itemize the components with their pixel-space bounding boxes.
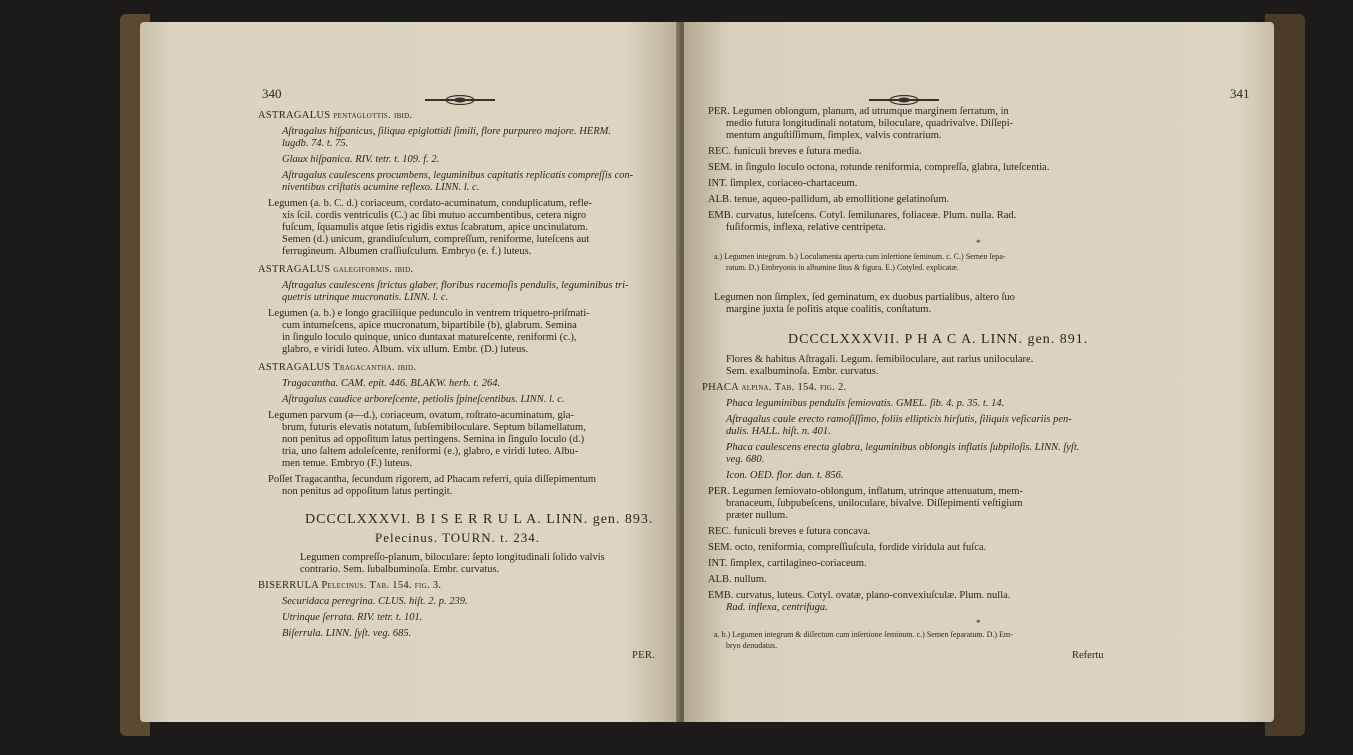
left-line: contrario. Sem. ſubalbuminoſa. Embr. curvatus. — [300, 564, 500, 575]
left-line: ASTRAGALUS pentaglottis. ibid. — [258, 110, 413, 121]
left-line: men tenue. Embryo (F.) luteus. — [282, 458, 413, 469]
right-line: REC. funiculi breves e ſutura media. — [708, 146, 862, 157]
right-line: INT. ſimplex, cartilagineo-coriaceum. — [708, 558, 867, 569]
right-line: margine juxta ſe poſitis atque coalitis, conſtatum. — [726, 304, 932, 315]
left-line: quetris utrinque mucronatis. LINN. l. c. — [282, 292, 449, 303]
right-line: Phaca caulescens erecta glabra, leguminibus oblongis inflatis ſubpiloſis. LINN. ſyſt. — [726, 442, 1080, 453]
right-line: Flores & habitus Aſtragali. Legum. ſemibiloculare, aut rarius uniloculare. — [726, 354, 1034, 365]
right-line: mentum anguſtiſſimum, ſimplex, valvis contrarium. — [726, 130, 942, 141]
right-line: PHACA alpina. Tab. 154. fig. 2. — [702, 382, 847, 393]
right-line: branaceum, ſubpubeſcens, uniloculare, bivalve. Diſſepimenti veſtigium — [726, 498, 1023, 509]
left-line: xis ſcil. cordis ventriculis (C.) ac ſibi mutuo accumbentibus, cetera nigro — [282, 210, 587, 221]
right-line: fuſiformis, inflexa, relative centripeta. — [726, 222, 886, 233]
left-page — [140, 22, 680, 722]
left-line: Semen (d.) unicum, grandiuſculum, compreſſum, reniforme, luteſcens aut — [282, 234, 590, 245]
right-line: Refertu — [1072, 650, 1104, 661]
genus-heading-biserrula: DCCCLXXXVI. B I S E R R U L A. LINN. gen. 893. — [305, 512, 654, 527]
right-line: Aſtragalus caule erecto ramoſiſſimo, foliis ellipticis hirſutis, ſiliquis veſicariis pen- — [726, 414, 1072, 425]
left-line: BISERRULA Pelecinus. Tab. 154. fig. 3. — [258, 580, 442, 591]
left-line: Securidaca peregrina. CLUS. hiſt. 2. p. 239. — [282, 596, 468, 607]
right-line: ALB. tenue, aqueo-pallidum, ab emollitione gelatinoſum. — [708, 194, 950, 205]
right-line: præter nullum. — [726, 510, 788, 521]
left-line: glabro, e viridi luteo. Album. vix ullum. Embr. (D.) luteus. — [282, 344, 529, 355]
right-line: EMB. curvatus, luteſcens. Cotyl. ſemilunares, foliaceæ. Plum. nulla. Rad. — [708, 210, 1017, 221]
right-line: dulis. HALL. hiſt. n. 401. — [726, 426, 831, 437]
left-line: in ſingulo loculo quinque, unico duntaxat matureſcente, reniformi (c.), — [282, 332, 577, 343]
right-line: ALB. nullum. — [708, 574, 767, 585]
right-line: Rad. inflexa, centrifuga. — [726, 602, 828, 613]
left-line: non penitus ad oppoſitum latus pertingit. — [282, 486, 453, 497]
right-page — [684, 22, 1274, 722]
left-line: Aſtragalus caudice arboreſcente, petiolis ſpineſcentibus. LINN. l. c. — [282, 394, 565, 405]
right-line: veg. 680. — [726, 454, 765, 465]
ornament-left — [425, 92, 495, 102]
footnote-1-line-2: ratum. D.) Embryonis in albumine ſitus & figura. E.) Cotyled. explicatæ. — [726, 263, 959, 272]
page-number-left: 340 — [262, 86, 282, 101]
footnote-2-line-2: bryo denudatus. — [726, 641, 778, 650]
right-line: medio futura longitudinali notatum, biloculare, quadrivalve. Diſſepi- — [726, 118, 1014, 129]
left-line: Tragacantha. CAM. epit. 446. BLAKW. herb. t. 264. — [282, 378, 501, 389]
left-line: ASTRAGALUS galegiformis. ibid. — [258, 264, 414, 275]
right-line: INT. ſimplex, coriaceo-chartaceum. — [708, 178, 858, 189]
footnote-star-1: * — [976, 238, 981, 248]
left-line: tria, uno ſaltem adoleſcente, reniformi (e.), glabro, e viridi luteo. Albu- — [282, 446, 579, 457]
left-line: Aſtragalus caulescens procumbens, leguminibus capitatis replicatis compreſſis con- — [282, 170, 634, 181]
left-line: Legumen (a. b.) e longo graciliique pedunculo in ventrem triquetro-priſmati- — [268, 308, 590, 319]
genus-heading-phaca: DCCCLXXXVII. P H A C A. LINN. gen. 891. — [788, 332, 1089, 347]
left-line: Legumen compreſſo-planum, biloculare: ſepto longitudinali ſolido valvis — [300, 552, 605, 563]
left-line: non penitus ad oppoſitum latus pertingens. Semina in ſingulo loculo (d.) — [282, 434, 585, 445]
left-line: Utrinque ſerrata. RIV. tetr. t. 101. — [282, 612, 423, 623]
right-line: PER. Legumen ſemiovato-oblongum, inflatum, utrinque attenuatum, mem- — [708, 486, 1023, 497]
left-line: PER. — [632, 650, 656, 661]
left-line: cum intumeſcens, apice mucronatum, bipartibile (b), glabrum. Semina — [282, 320, 577, 331]
right-line: PER. Legumen oblongum, planum, ad utrumque marginem ſerratum, in — [708, 106, 1009, 117]
page-number-right: 341 — [1230, 86, 1250, 101]
right-line: SEM. in ſingulo loculo octona, rotunde reniformia, compreſſa, glabra, luteſcentia. — [708, 162, 1050, 173]
right-line: Sem. exalbuminoſa. Embr. curvatus. — [726, 366, 879, 377]
right-line: SEM. octo, reniformia, compreſſiuſcula, fordide viridula aut fuſca. — [708, 542, 987, 553]
left-line: Poſſet Tragacantha, ſecundum rigorem, ad Phacam referri, quia diſſepimentum — [268, 474, 597, 485]
ornament-right — [869, 92, 939, 102]
footnote-2-line-1: a. b.) Legumen integrum & diſſectum cum inſertione ſeminum. c.) Semen ſeparatum. D.) Em- — [714, 630, 1013, 639]
right-line: Icon. OED. flor. dan. t. 856. — [726, 470, 844, 481]
left-line: ferrugineum. Albumen craſſiuſculum. Embryo (e. f.) luteus. — [282, 246, 532, 257]
left-line: ASTRAGALUS Tragacantha. ibid. — [258, 362, 417, 373]
left-line: Legumen parvum (a—d.), coriaceum, ovatum, roſtrato-acuminatum, gla- — [268, 410, 574, 421]
right-line: Legumen non ſimplex, ſed geminatum, ex duobus partialibus, altero ſuo — [714, 292, 1015, 303]
genus-subheading-pelecinus: Pelecinus. TOURN. t. 234. — [375, 530, 540, 545]
left-line: lugdb. 74. t. 75. — [282, 138, 349, 149]
left-line: brum, futuris elevatis notatum, ſubſemibiloculare. Septum bilamellatum, — [282, 422, 586, 433]
footnote-1-line-1: a.) Legumen integrum. b.) Loculamenta aperta cum inſertione ſeminum. c. C.) Semen ſepa- — [714, 252, 1006, 261]
right-line: REC. funiculi breves e ſutura concava. — [708, 526, 871, 537]
left-line: Aſtragalus hiſpanicus, ſiliqua epiglottidi ſimili, flore purpureo majore. HERM. — [282, 126, 611, 137]
left-line: niventibus criſtatis acumine reflexo. LINN. l. c. — [282, 182, 480, 193]
footnote-star-2: * — [976, 618, 981, 628]
left-line: Biſerrula. LINN. ſyſt. veg. 685. — [282, 628, 412, 639]
left-line: fuſcum, ſquamulis atque ſetis rigidis extus ſcabratum, apice uncinulatum. — [282, 222, 588, 233]
left-line: Legumen (a. b. C. d.) coriaceum, cordato-acuminatum, conduplicatum, refle- — [268, 198, 592, 209]
right-line: EMB. curvatus, luteus. Cotyl. ovatæ, plano-convexiuſculæ. Plum. nulla. — [708, 590, 1011, 601]
left-line: Glaux hiſpanica. RIV. tetr. t. 109. f. 2. — [282, 154, 440, 165]
left-line: Aſtragalus caulescens ſtrictus glaber, floribus racemoſis pendulis, leguminibus tri- — [282, 280, 629, 291]
right-line: Phaca leguminibus pendulis ſemiovatis. GMEL. ſib. 4. p. 35. t. 14. — [726, 398, 1005, 409]
